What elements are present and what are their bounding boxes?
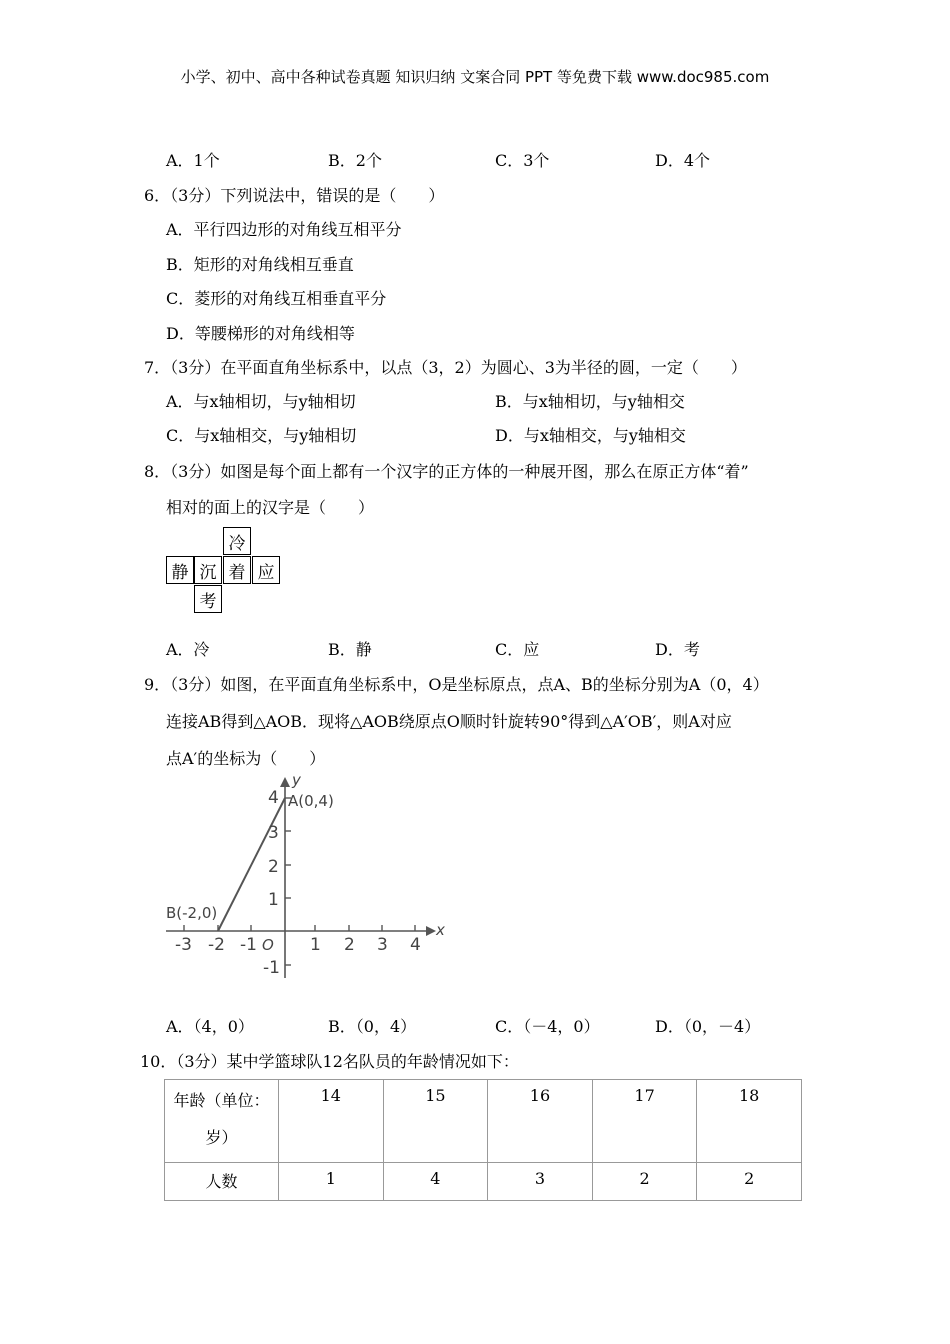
origin-label: O	[262, 936, 274, 954]
net-face-top: 冷	[223, 527, 251, 555]
q6-option-d: D．等腰梯形的对角线相等	[166, 324, 355, 343]
q5-option-b: B．2个	[328, 151, 382, 170]
age-cell: 14	[279, 1080, 384, 1163]
q9-stem-line2: 连接AB得到△AOB．现将△AOB绕原点O顺时针旋转90°得到△A′OB′，则A对应	[166, 712, 732, 731]
x-tick-label-1: 1	[310, 935, 321, 955]
age-cell: 15	[383, 1080, 488, 1163]
age-table	[164, 1079, 802, 1201]
table-row	[165, 1080, 802, 1163]
net-face-3: 着	[223, 556, 251, 584]
q9-stem-line1: 9．（3分）如图，在平面直角坐标系中，O是坐标原点，点A、B的坐标分别为A（0，4）	[144, 675, 769, 694]
q8-option-b: B．静	[328, 640, 372, 659]
x-tick-label-3: 3	[377, 935, 388, 955]
q9-option-b: B．（0，4）	[328, 1017, 417, 1036]
q7-option-d: D．与x轴相交，与y轴相交	[495, 426, 686, 445]
x-axis-arrow	[426, 926, 436, 936]
q7-stem: 7．（3分）在平面直角坐标系中，以点（3，2）为圆心、3为半径的圆，一定（ ）	[144, 358, 747, 377]
q7-option-c: C．与x轴相交，与y轴相切	[166, 426, 357, 445]
x-tick-label-neg1: -1	[240, 935, 257, 955]
q7-option-b: B．与x轴相切，与y轴相交	[495, 392, 685, 411]
table-header-count: 人数	[165, 1163, 279, 1201]
point-a-label: A(0,4)	[288, 792, 334, 810]
age-cell: 18	[697, 1080, 802, 1163]
x-tick-label-2: 2	[344, 935, 355, 955]
q6-option-a: A．平行四边形的对角线互相平分	[166, 220, 402, 239]
y-axis-arrow	[280, 777, 290, 787]
point-b-label: B(-2,0)	[166, 904, 218, 922]
q5-option-a: A．1个	[166, 151, 220, 170]
q5-option-d: D．4个	[655, 151, 711, 170]
q6-stem: 6．（3分）下列说法中，错误的是（ ）	[144, 186, 445, 205]
table-header-age-line1: 年龄（单位：	[173, 1091, 270, 1110]
count-cell: 1	[279, 1163, 384, 1201]
net-face-bottom: 考	[194, 585, 222, 613]
x-tick-label-neg3: -3	[175, 935, 192, 955]
y-tick-label-3: 3	[268, 823, 279, 843]
q8-stem-line2: 相对的面上的汉字是（ ）	[166, 498, 375, 517]
table-header-age-line2: 岁）	[205, 1128, 238, 1147]
x-axis-label: x	[436, 921, 445, 939]
x-tick-label-neg2: -2	[208, 935, 225, 955]
q9-option-d: D．（0，－4）	[655, 1017, 761, 1036]
count-cell: 3	[488, 1163, 593, 1201]
table-header-age	[165, 1080, 279, 1163]
page-header: 小学、初中、高中各种试卷真题 知识归纳 文案合同 PPT 等免费下载 www.doc985.com	[180, 68, 770, 86]
q9-stem-line3: 点A′的坐标为（ ）	[166, 749, 326, 768]
table-row	[165, 1163, 802, 1201]
count-cell: 2	[592, 1163, 697, 1201]
y-axis-label: y	[292, 771, 301, 789]
coordinate-graph	[160, 768, 460, 983]
y-tick-label-1: 1	[268, 890, 279, 910]
age-cell: 16	[488, 1080, 593, 1163]
x-tick-label-4: 4	[410, 935, 421, 955]
y-tick-label-neg1: -1	[263, 958, 280, 978]
q10-stem: 10．（3分）某中学篮球队12名队员的年龄情况如下：	[140, 1052, 519, 1071]
q6-option-b: B．矩形的对角线相互垂直	[166, 255, 354, 274]
net-face-1: 静	[166, 556, 194, 584]
q8-option-c: C．应	[495, 640, 540, 659]
q9-option-a: A．（4，0）	[166, 1017, 254, 1036]
q8-option-d: D．考	[655, 640, 700, 659]
net-face-2: 沉	[194, 556, 222, 584]
y-tick-label-4: 4	[268, 788, 279, 808]
q5-option-c: C．3个	[495, 151, 550, 170]
q8-option-a: A．冷	[166, 640, 210, 659]
age-cell: 17	[592, 1080, 697, 1163]
net-face-4: 应	[252, 556, 280, 584]
count-cell: 4	[383, 1163, 488, 1201]
q6-option-c: C．菱形的对角线互相垂直平分	[166, 289, 387, 308]
q8-stem-line1: 8．（3分）如图是每个面上都有一个汉字的正方体的一种展开图，那么在原正方体“着”	[144, 462, 749, 481]
count-cell: 2	[697, 1163, 802, 1201]
q7-option-a: A．与x轴相切，与y轴相切	[166, 392, 356, 411]
y-tick-label-2: 2	[268, 857, 279, 877]
q9-option-c: C．（－4，0）	[495, 1017, 600, 1036]
